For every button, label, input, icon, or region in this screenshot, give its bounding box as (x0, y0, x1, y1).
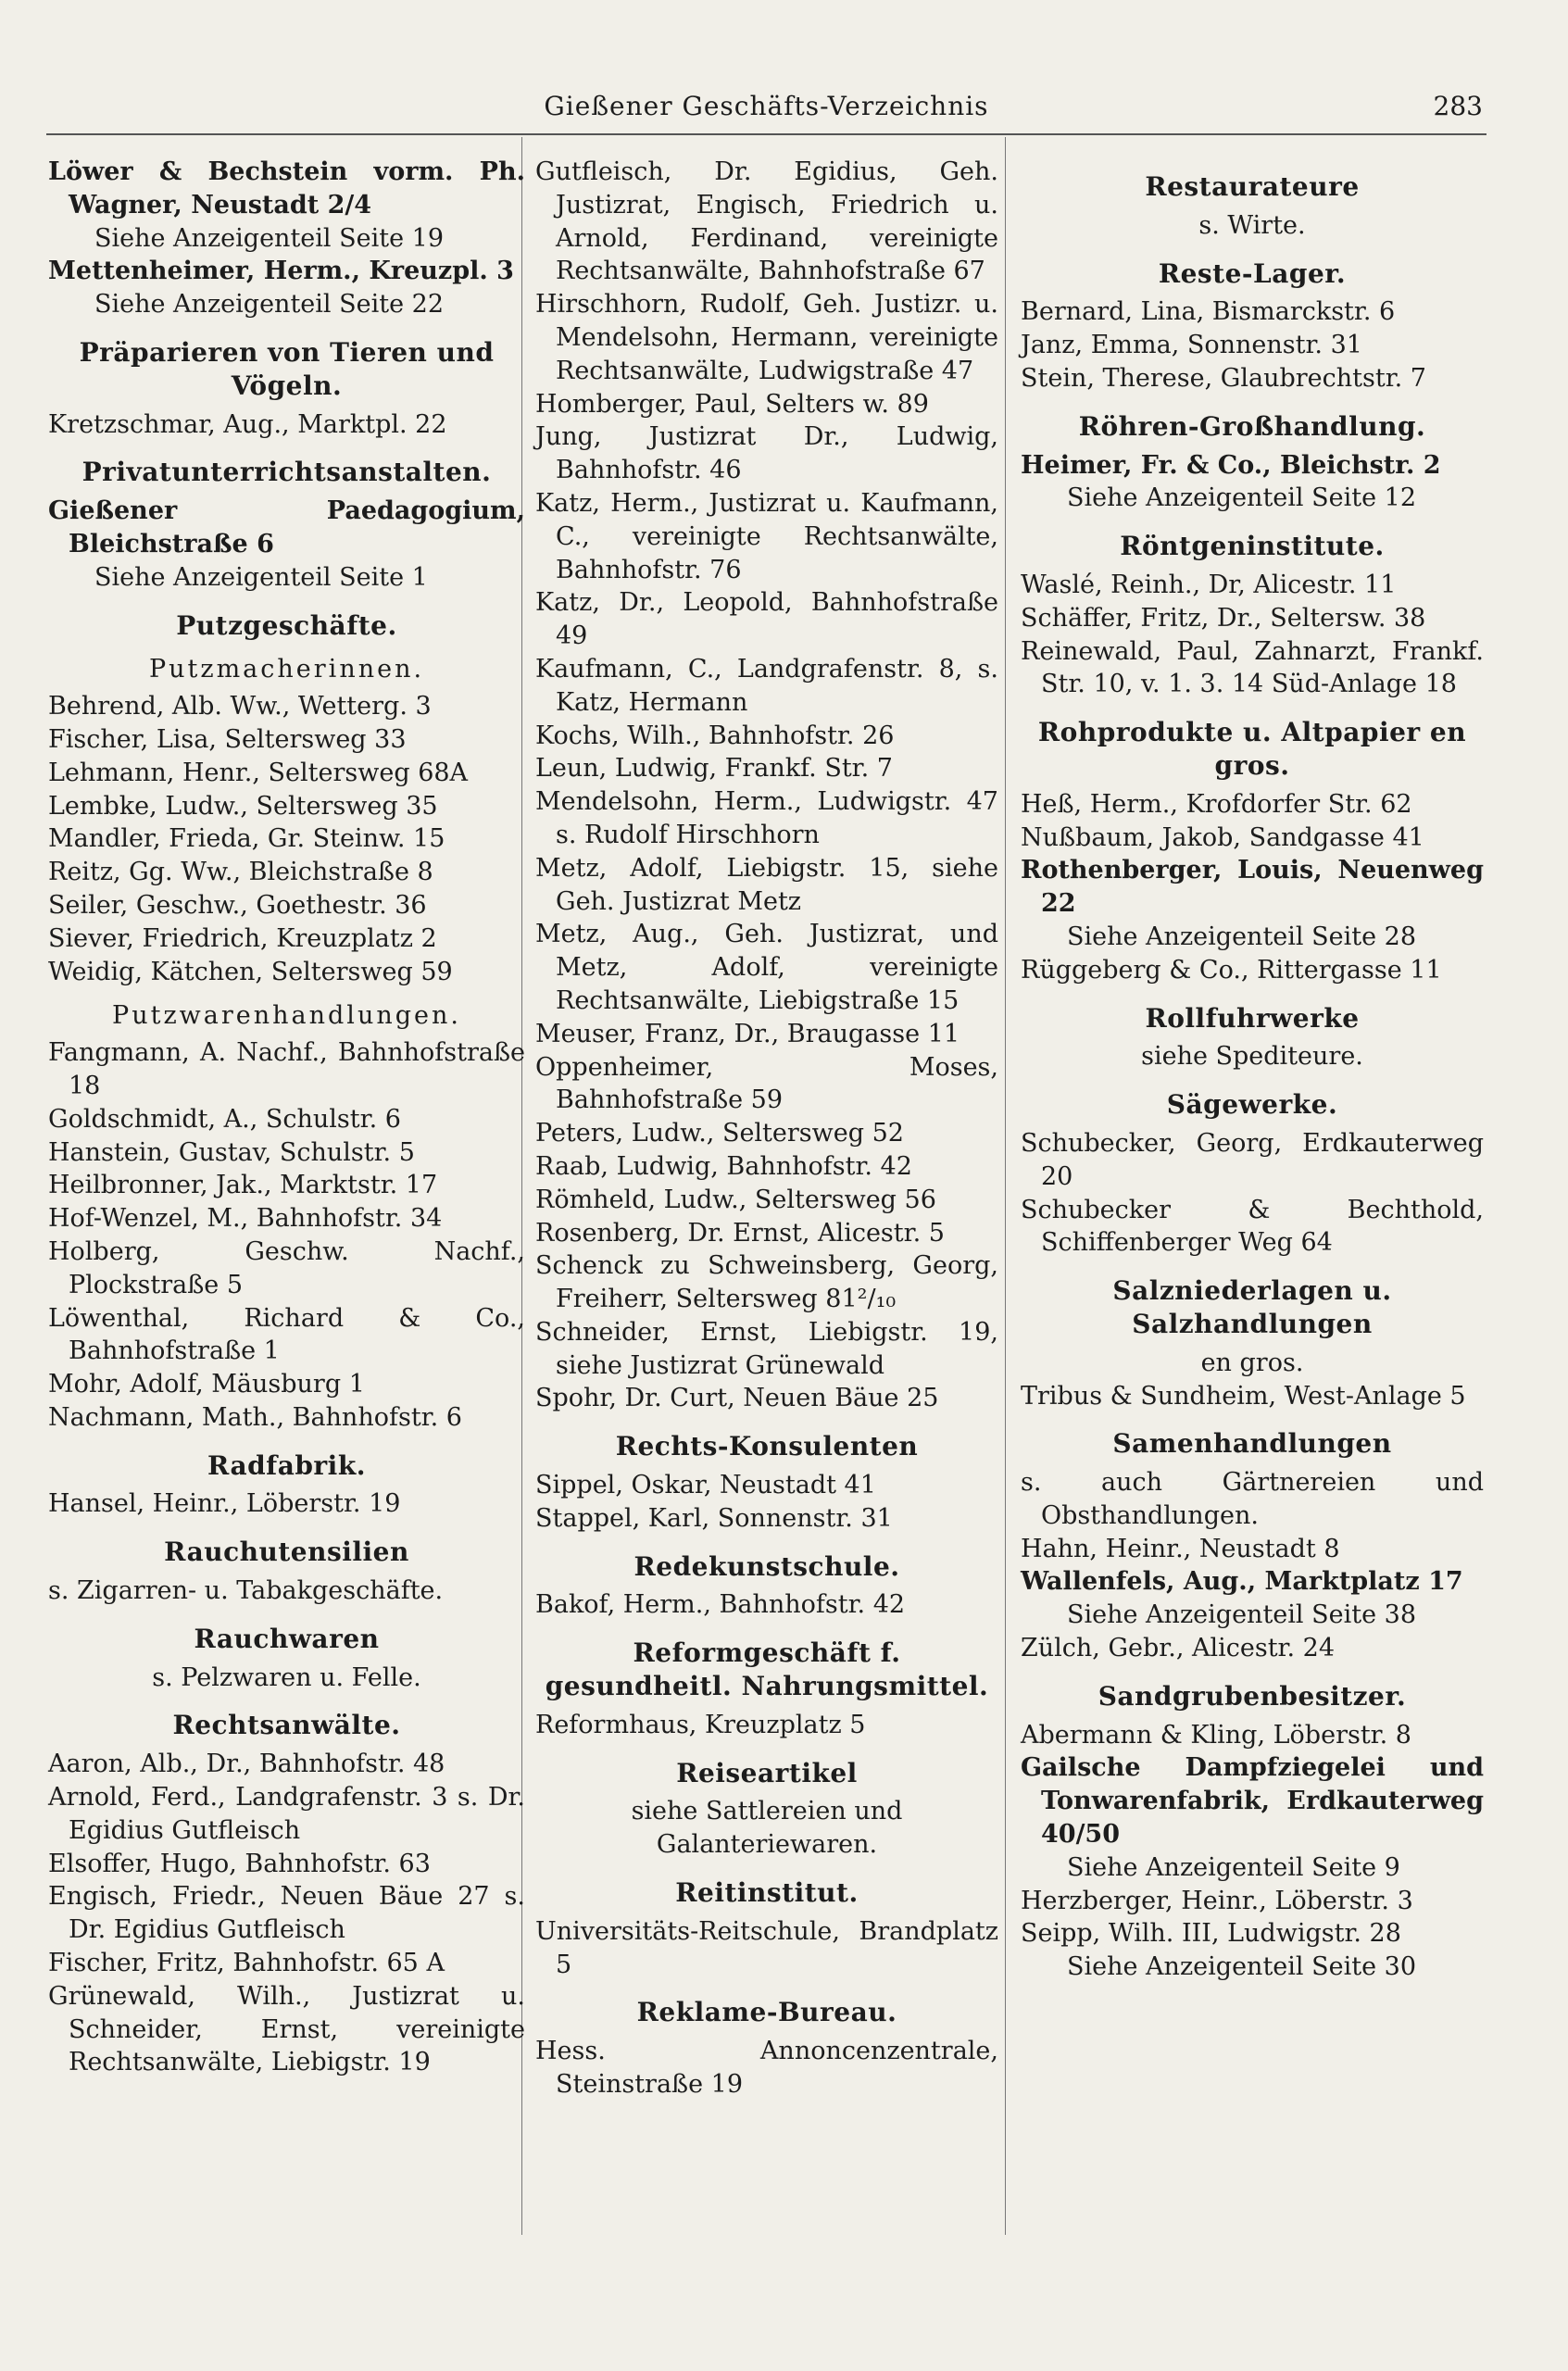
category-heading: Sägewerke. (1166, 1089, 1338, 1121)
advert-reference: Siehe Anzeigenteil Seite 30 (1067, 1952, 1416, 1982)
directory-entry: Seiler, Geschw., Goethestr. 36 (48, 890, 427, 920)
category-heading: Restaurateure (1145, 171, 1360, 202)
advert-reference: Siehe Anzeigenteil Seite 28 (1067, 922, 1416, 951)
directory-entry: Schäffer, Fritz, Dr., Seltersw. 38 (1021, 603, 1426, 633)
directory-entry: Aaron, Alb., Dr., Bahnhofstr. 48 (48, 1750, 445, 1779)
directory-entry: Katz, Herm., Justizrat u. Kaufmann, C., vereinigte Rechtsanwälte, Bahnhofstr. 76 (535, 488, 998, 584)
directory-entry: Reformhaus, Kreuzplatz 5 (535, 1710, 866, 1739)
directory-entry: Reinewald, Paul, Zahnarzt, Frankf. Str. 10, v. 1. 3. 14 Süd-Anlage 18 (1021, 636, 1484, 699)
directory-entry: Wallenfels, Aug., Marktplatz 17 (1021, 1567, 1463, 1597)
directory-entry: Lembke, Ludw., Seltersweg 35 (48, 791, 438, 821)
directory-entry: Hirschhorn, Rudolf, Geh. Justizr. u. Mendelsohn, Hermann, vereinigte Rechtsanwälte, Ludwigstraße 47 (535, 290, 998, 385)
directory-entry: Hess. Annoncenzentrale, Steinstraße 19 (535, 2037, 998, 2100)
column-left (48, 156, 525, 2079)
page-number: 283 (1433, 91, 1483, 121)
category-heading: Radfabrik. (207, 1449, 366, 1481)
directory-entry: Kretzschmar, Aug., Marktpl. 22 (48, 409, 447, 439)
directory-entry: Römheld, Ludw., Seltersweg 56 (535, 1185, 936, 1214)
category-heading: Rauchutensilien (164, 1537, 409, 1568)
category-heading: Rohprodukte u. Altpapier en gros. (1037, 717, 1467, 781)
directory-entry: Gailsche Dampfziegelei und Tonwarenfabrik, Erdkauterweg 40/50 (1021, 1753, 1484, 1850)
category-heading: Redekunstschule. (633, 1550, 900, 1582)
directory-entry: Katz, Dr., Leopold, Bahnhofstraße 49 (535, 588, 998, 651)
directory-entry: Weidig, Kätchen, Seltersweg 59 (48, 957, 453, 986)
category-heading: Salzniederlagen u. Salzhandlungen (1112, 1275, 1392, 1339)
directory-entry: Behrend, Alb. Ww., Wetterg. 3 (48, 692, 432, 721)
page-title: Gießener Geschäfts-Verzeichnis (544, 91, 989, 121)
directory-entry: s. auch Gärtnereien und Obsthandlungen. (1021, 1468, 1484, 1530)
advert-reference: Siehe Anzeigenteil Seite 1 (94, 562, 428, 592)
directory-entry: Spohr, Dr. Curt, Neuen Bäue 25 (535, 1384, 939, 1413)
directory-entry: Hof-Wenzel, M., Bahnhofstr. 34 (48, 1204, 443, 1234)
directory-entry: Schubecker & Bechthold, Schiffenberger Weg 64 (1021, 1195, 1484, 1258)
advert-reference: Siehe Anzeigenteil Seite 12 (1067, 483, 1416, 513)
directory-entry: Heß, Herm., Krofdorfer Str. 62 (1021, 789, 1412, 819)
category-heading: Reste-Lager. (1158, 257, 1347, 289)
directory-entry: Universitäts-Reitschule, Brandplatz 5 (535, 1916, 998, 1979)
category-subheading: Putzmacherinnen. (148, 655, 425, 684)
directory-entry: Kaufmann, C., Landgrafenstr. 8, s. Katz, Hermann (535, 654, 998, 717)
directory-entry: Siever, Friedrich, Kreuzplatz 2 (48, 923, 437, 953)
category-heading: Rechts-Konsulenten (615, 1431, 919, 1462)
page-header (46, 85, 1486, 135)
directory-entry: Mandler, Frieda, Gr. Steinw. 15 (48, 824, 445, 854)
category-heading: Rechtsanwälte. (172, 1710, 401, 1741)
directory-entry: Herzberger, Heinr., Löberstr. 3 (1021, 1886, 1413, 1915)
directory-entry: Sippel, Oskar, Neustadt 41 (535, 1471, 876, 1500)
directory-entry: Arnold, Ferd., Landgrafenstr. 3 s. Dr. Egidius Gutfleisch (48, 1783, 525, 1845)
directory-entry: Heimer, Fr. & Co., Bleichstr. 2 (1021, 450, 1441, 480)
cross-reference: en gros. (1200, 1348, 1304, 1377)
directory-entry: Engisch, Friedr., Neuen Bäue 27 s. Dr. Egidius Gutfleisch (48, 1882, 525, 1945)
category-heading: Röntgeninstitute. (1120, 531, 1385, 562)
directory-entry: Fangmann, A. Nachf., Bahnhofstraße 18 (48, 1038, 525, 1100)
category-heading: Reklame-Bureau. (636, 1997, 897, 2028)
directory-entry: Oppenheimer, Moses, Bahnhofstraße 59 (535, 1052, 998, 1115)
directory-entry: Rothenberger, Louis, Neuenweg 22 (1021, 856, 1484, 919)
directory-entry: Schenck zu Schweinsberg, Georg, Freiherr, Seltersweg 81²/₁₀ (535, 1251, 998, 1314)
directory-entry: Metz, Aug., Geh. Justizrat, und Metz, Adolf, vereinigte Rechtsanwälte, Liebigstraße 15 (535, 920, 998, 1015)
column-right (1021, 156, 1484, 1984)
cross-reference: s. Wirte. (1198, 210, 1306, 240)
directory-entry: Homberger, Paul, Selters w. 89 (535, 389, 929, 419)
directory-entry: Mendelsohn, Herm., Ludwigstr. 47 s. Rudolf Hirschhorn (535, 787, 998, 849)
advert-reference: Siehe Anzeigenteil Seite 22 (94, 290, 444, 320)
directory-entry: Peters, Ludw., Seltersweg 52 (535, 1119, 904, 1148)
directory-entry: Raab, Ludwig, Bahnhofstr. 42 (535, 1151, 912, 1181)
directory-entry: Lehmann, Henr., Seltersweg 68A (48, 758, 469, 787)
directory-entry: Abermann & Kling, Löberstr. 8 (1021, 1720, 1411, 1750)
directory-entry: Schubecker, Georg, Erdkauterweg 20 (1021, 1128, 1484, 1191)
directory-entry: Stein, Therese, Glaubrechtstr. 7 (1021, 363, 1426, 393)
directory-entry: Schneider, Ernst, Liebigstr. 19, siehe Justizrat Grünewald (535, 1317, 998, 1380)
directory-entry: Kochs, Wilh., Bahnhofstr. 26 (535, 721, 895, 750)
directory-entry: Jung, Justizrat Dr., Ludwig, Bahnhofstr. 46 (535, 422, 998, 485)
category-heading: Privatunterrichtsanstalten. (82, 457, 492, 488)
directory-entry: Tribus & Sundheim, West-Anlage 5 (1021, 1381, 1466, 1411)
category-heading: Rollfuhrwerke (1145, 1002, 1360, 1034)
directory-entry: Mettenheimer, Herm., Kreuzpl. 3 (48, 257, 514, 286)
directory-entry: Waslé, Reinh., Dr, Alicestr. 11 (1021, 570, 1397, 599)
category-heading: Reiseartikel (676, 1757, 858, 1788)
directory-entry: Meuser, Franz, Dr., Braugasse 11 (535, 1019, 960, 1048)
directory-entry: Nußbaum, Jakob, Sandgasse 41 (1021, 822, 1424, 852)
cross-reference: siehe Sattlereien und Galanteriewaren. (631, 1797, 903, 1860)
category-heading: Sandgrubenbesitzer. (1098, 1680, 1407, 1712)
category-subheading: Putzwarenhandlungen. (112, 1001, 461, 1031)
directory-entry: Rosenberg, Dr. Ernst, Alicestr. 5 (535, 1218, 945, 1248)
directory-entry: Metz, Adolf, Liebigstr. 15, siehe Geh. Justizrat Metz (535, 853, 998, 916)
directory-entry: Mohr, Adolf, Mäusburg 1 (48, 1370, 365, 1399)
category-heading: Reformgeschäft f. gesundheitl. Nahrungsmittel. (545, 1637, 989, 1702)
advert-reference: Siehe Anzeigenteil Seite 9 (1067, 1852, 1400, 1882)
directory-entry: Bernard, Lina, Bismarckstr. 6 (1021, 297, 1396, 327)
advert-reference: Siehe Anzeigenteil Seite 19 (94, 223, 444, 253)
advert-reference: Siehe Anzeigenteil Seite 38 (1067, 1600, 1416, 1630)
category-heading: Samenhandlungen (1112, 1428, 1392, 1460)
directory-entry: Rüggeberg & Co., Rittergasse 11 (1021, 955, 1442, 985)
directory-entry: Bakof, Herm., Bahnhofstr. 42 (535, 1590, 906, 1620)
directory-entry: Fischer, Lisa, Seltersweg 33 (48, 724, 407, 754)
directory-entry: Hahn, Heinr., Neustadt 8 (1021, 1534, 1340, 1563)
category-heading: Putzgeschäfte. (176, 609, 397, 641)
directory-entry: Zülch, Gebr., Alicestr. 24 (1021, 1634, 1336, 1663)
directory-entry: Hansel, Heinr., Löberstr. 19 (48, 1489, 401, 1519)
directory-entry: Hanstein, Gustav, Schulstr. 5 (48, 1137, 415, 1167)
category-heading: Reitinstitut. (675, 1877, 859, 1909)
directory-entry: Elsoffer, Hugo, Bahnhofstr. 63 (48, 1849, 431, 1878)
directory-entry: Nachmann, Math., Bahnhofstr. 6 (48, 1402, 462, 1432)
column-divider (1005, 137, 1006, 2235)
cross-reference: siehe Spediteure. (1141, 1042, 1363, 1072)
directory-entry: Reitz, Gg. Ww., Bleichstraße 8 (48, 858, 433, 887)
category-heading: Präparieren von Tieren und Vögeln. (79, 336, 495, 401)
cross-reference: s. Pelzwaren u. Felle. (152, 1662, 421, 1692)
directory-entry: Gießener Paedagogium, Bleichstraße 6 (48, 496, 525, 558)
directory-entry: Janz, Emma, Sonnenstr. 31 (1021, 331, 1362, 360)
directory-entry: Goldschmidt, A., Schulstr. 6 (48, 1104, 401, 1134)
directory-entry: Löwer & Bechstein vorm. Ph. Wagner, Neustadt 2/4 (48, 157, 525, 220)
directory-entry: s. Zigarren- u. Tabakgeschäfte. (48, 1576, 444, 1606)
directory-entry: Seipp, Wilh. III, Ludwigstr. 28 (1021, 1919, 1401, 1949)
directory-entry: Holberg, Geschw. Nachf., Plockstraße 5 (48, 1236, 525, 1299)
category-heading: Röhren-Großhandlung. (1078, 410, 1426, 442)
directory-entry: Gutfleisch, Dr. Egidius, Geh. Justizrat, Engisch, Friedrich u. Arnold, Ferdinand, vereinigte Rechtsanwälte, Bahnhofstraße 67 (535, 157, 998, 286)
directory-entry: Heilbronner, Jak., Marktstr. 17 (48, 1171, 438, 1200)
directory-entry: Stappel, Karl, Sonnenstr. 31 (535, 1503, 893, 1533)
directory-entry: Grünewald, Wilh., Justizrat u. Schneider, Ernst, vereinigte Rechtsanwälte, Liebigstr. 19 (48, 1981, 525, 2077)
category-heading: Rauchwaren (194, 1623, 380, 1654)
column-middle (535, 156, 998, 2101)
directory-entry: Leun, Ludwig, Frankf. Str. 7 (535, 754, 893, 784)
directory-entry: Löwenthal, Richard & Co., Bahnhofstraße 1 (48, 1303, 525, 1366)
directory-entry: Fischer, Fritz, Bahnhofstr. 65 A (48, 1949, 445, 1978)
